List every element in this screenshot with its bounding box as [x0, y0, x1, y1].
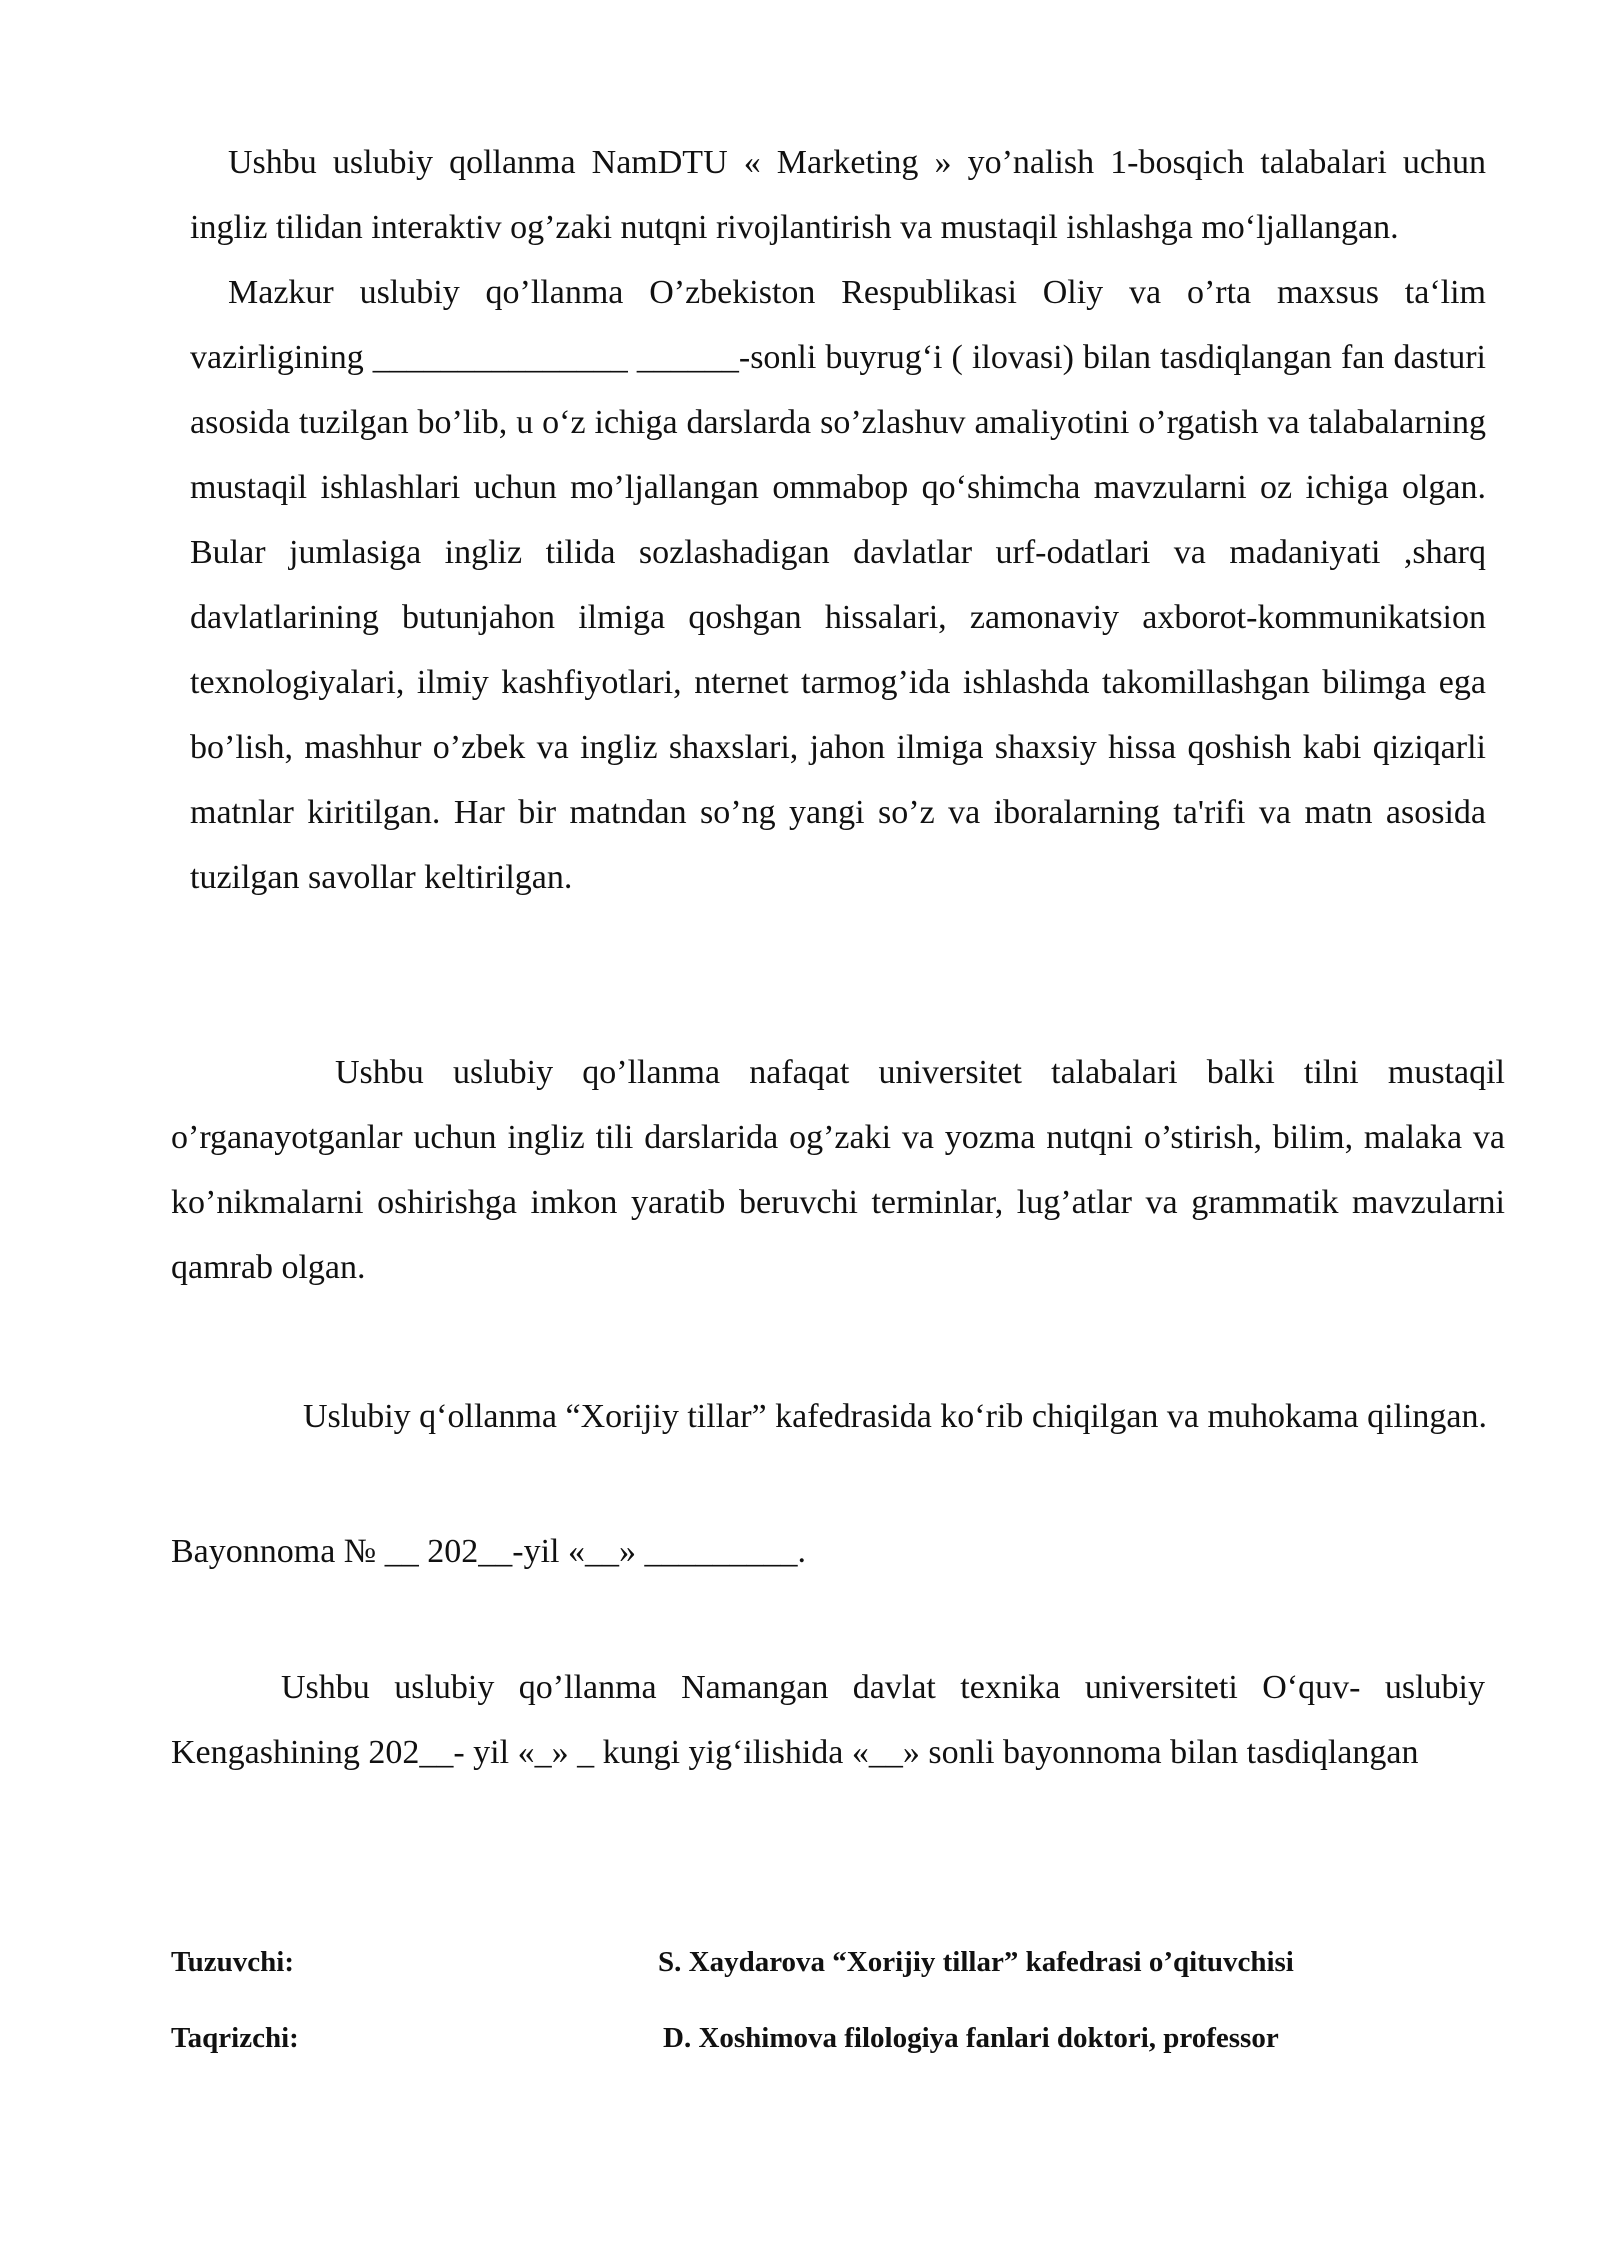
intro-section	[190, 130, 1486, 910]
scope-section	[171, 1040, 1505, 1300]
reviewer-label: Taqrizchi:	[171, 2022, 299, 2054]
compiler-label: Tuzuvchi:	[171, 1946, 295, 1978]
department-review-section	[171, 1395, 1505, 1439]
intro-paragraph-content: Mazkur uslubiy qo’llanma O’zbekiston Respublikasi Oliy va o’rta maxsus ta‘lim vazirligining _______________ ______-sonli buyrug‘i ( ilovasi) bilan tasdiqlangan fan dasturi asosida tuzilgan bo’lib, u o‘z ichiga darslarda so’zlashuv amaliyotini o’rgatish va talabalarning mustaqil ishlashlari uchun mo’ljallangan ommabop qo‘shimcha mavzularni oz ichiga olgan. Bular jumlasiga ingliz tilida sozlashadigan davlatlar urf-odatlari va madaniyati ,sharq davlatlarining butunjahon ilmiga qoshgan hissalari, zamonaviy axborot-kommunikatsion texnologiyalari, ilmiy kashfiyotlari, nternet tarmog’ida ishlashda takomillashgan bilimga ega bo’lish, mashhur o’zbek va ingliz shaxslari, jahon ilmiga shaxsiy hissa qoshish kabi qiziqarli matnlar kiritilgan. Har bir matndan so’ng yangi so’z va iboralarning ta'rifi va matn asosida tuzilgan savollar keltirilgan.	[190, 274, 1486, 896]
department-review-paragraph: Uslubiy q‘ollanma “Xorijiy tillar” kafedrasida ko‘rib chiqilgan va muhokama qilingan.	[303, 1398, 1488, 1435]
council-approval-section	[171, 1655, 1485, 1785]
council-approval-paragraph: Ushbu uslubiy qo’llanma Namangan davlat texnika universiteti O‘quv- uslubiy Kengashining 202__- yil «_» _ kungi yig‘ilishida «__» sonli bayonnoma bilan tasdiqlangan	[171, 1669, 1485, 1771]
protocol-line: Bayonnoma № __ 202__-yil «__» _________.	[171, 1533, 806, 1570]
intro-paragraph-purpose: Ushbu uslubiy qollanma NamDTU « Marketing » yo’nalish 1-bosqich talabalari uchun ingliz tilidan interaktiv og’zaki nutqni rivojlantirish va mustaqil ishlashga mo‘ljallangan.	[190, 144, 1486, 246]
scope-paragraph: Ushbu uslubiy qo’llanma nafaqat universitet talabalari balki tilni mustaqil o’rganayotganlar uchun ingliz tili darslarida og’zaki va yozma nutqni o’stirish, bilim, malaka va ko’nikmalarni oshirishga imkon yaratib beruvchi terminlar, lug’atlar va grammatik mavzularni qamrab olgan.	[171, 1054, 1505, 1286]
reviewer-name: D. Xoshimova filologiya fanlari doktori, professor	[663, 2022, 1279, 2054]
compiler-name: S. Xaydarova “Xorijiy tillar” kafedrasi o’qituvchisi	[658, 1946, 1294, 1978]
